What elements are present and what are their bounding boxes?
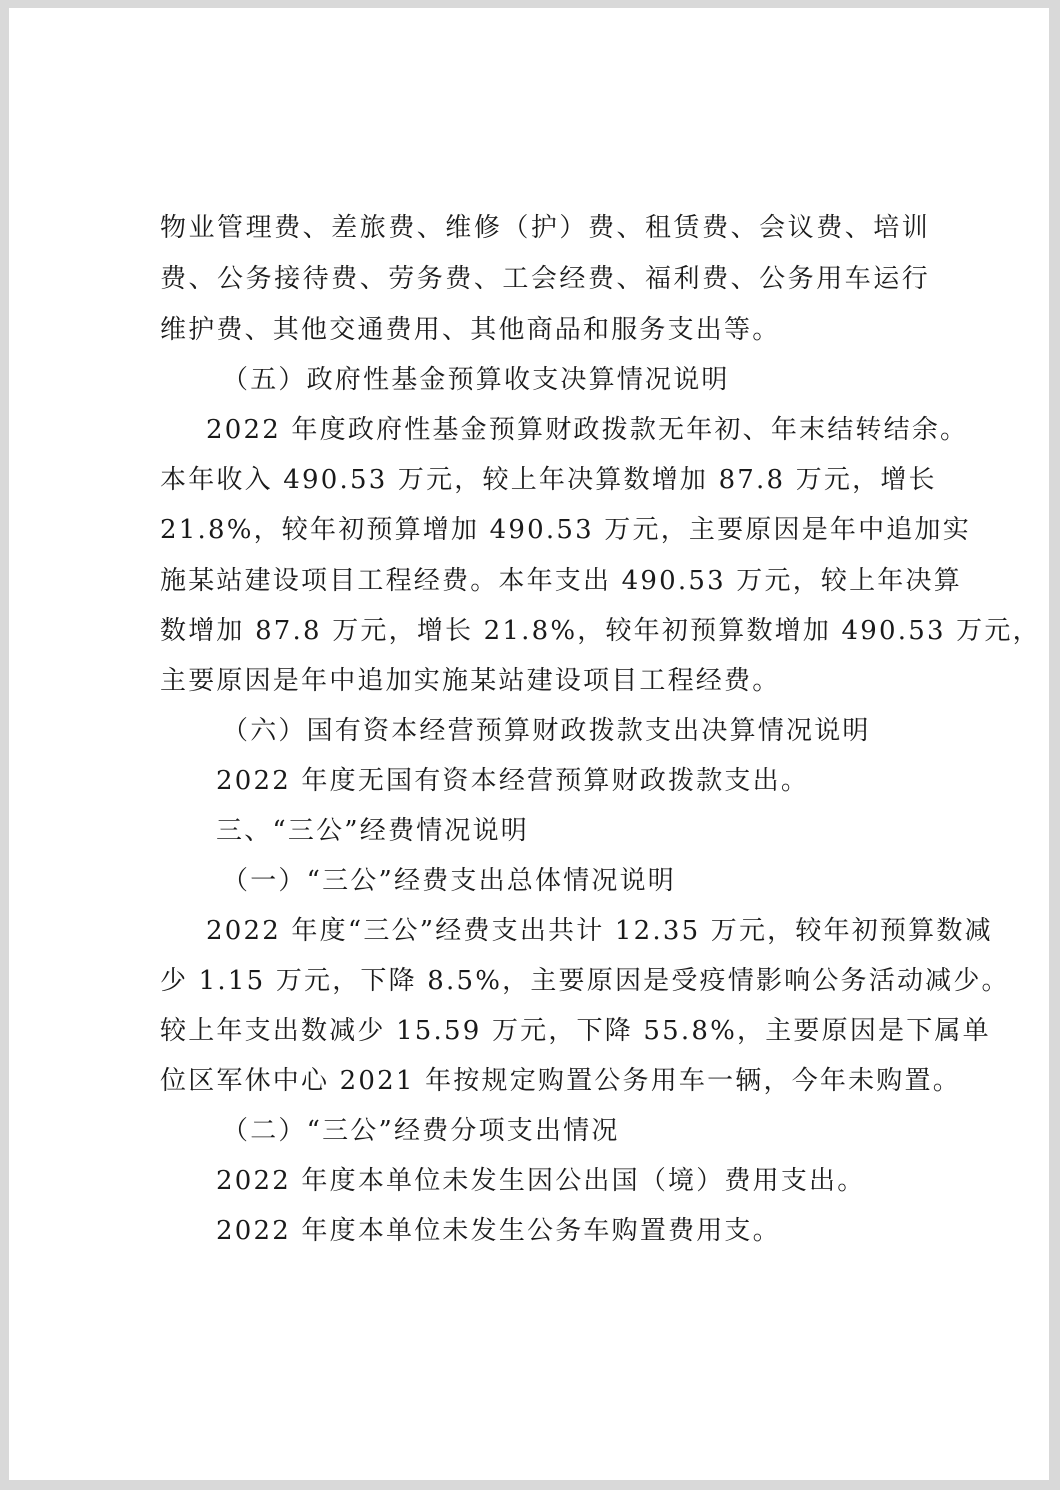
section-heading-five: （五）政府性基金预算收支决算情况说明 — [222, 365, 730, 395]
body-line: 物业管理费、差旅费、维修（护）费、租赁费、会议费、培训 — [160, 213, 930, 243]
body-line: 21.8%，较年初预算增加 490.53 万元，主要原因是年中追加实 — [160, 515, 971, 545]
body-line: 费、公务接待费、劳务费、工会经费、福利费、公务用车运行 — [160, 264, 930, 294]
body-line: 2022 年度本单位未发生公务车购置费用支。 — [216, 1216, 781, 1246]
section-heading-six: （六）国有资本经营预算财政拨款支出决算情况说明 — [222, 716, 871, 746]
body-line: 数增加 87.8 万元，增长 21.8%，较年初预算数增加 490.53 万元， — [160, 616, 1041, 646]
body-line: 2022 年度政府性基金预算财政拨款无年初、年末结转结余。 — [206, 415, 969, 445]
body-line: 主要原因是年中追加实施某站建设项目工程经费。 — [160, 666, 781, 696]
body-line: 2022 年度“三公”经费支出共计 12.35 万元，较年初预算数减 — [206, 916, 993, 946]
document-page — [9, 8, 1049, 1480]
section-heading-two: （二）“三公”经费分项支出情况 — [222, 1116, 620, 1146]
body-line: 位区军休中心 2021 年按规定购置公务用车一辆，今年未购置。 — [160, 1066, 961, 1096]
body-line: 少 1.15 万元，下降 8.5%，主要原因是受疫情影响公务活动减少。 — [160, 966, 1010, 996]
body-line: 2022 年度本单位未发生因公出国（境）费用支出。 — [216, 1166, 866, 1196]
body-line: 2022 年度无国有资本经营预算财政拨款支出。 — [216, 766, 810, 796]
body-line: 施某站建设项目工程经费。本年支出 490.53 万元，较上年决算 — [160, 566, 962, 596]
body-line: 本年收入 490.53 万元，较上年决算数增加 87.8 万元，增长 — [160, 465, 937, 495]
body-line: 维护费、其他交通费用、其他商品和服务支出等。 — [160, 315, 781, 345]
section-heading-one: （一）“三公”经费支出总体情况说明 — [222, 866, 676, 896]
body-line: 较上年支出数减少 15.59 万元，下降 55.8%，主要原因是下属单 — [160, 1016, 991, 1046]
section-heading-three: 三、“三公”经费情况说明 — [216, 816, 529, 846]
